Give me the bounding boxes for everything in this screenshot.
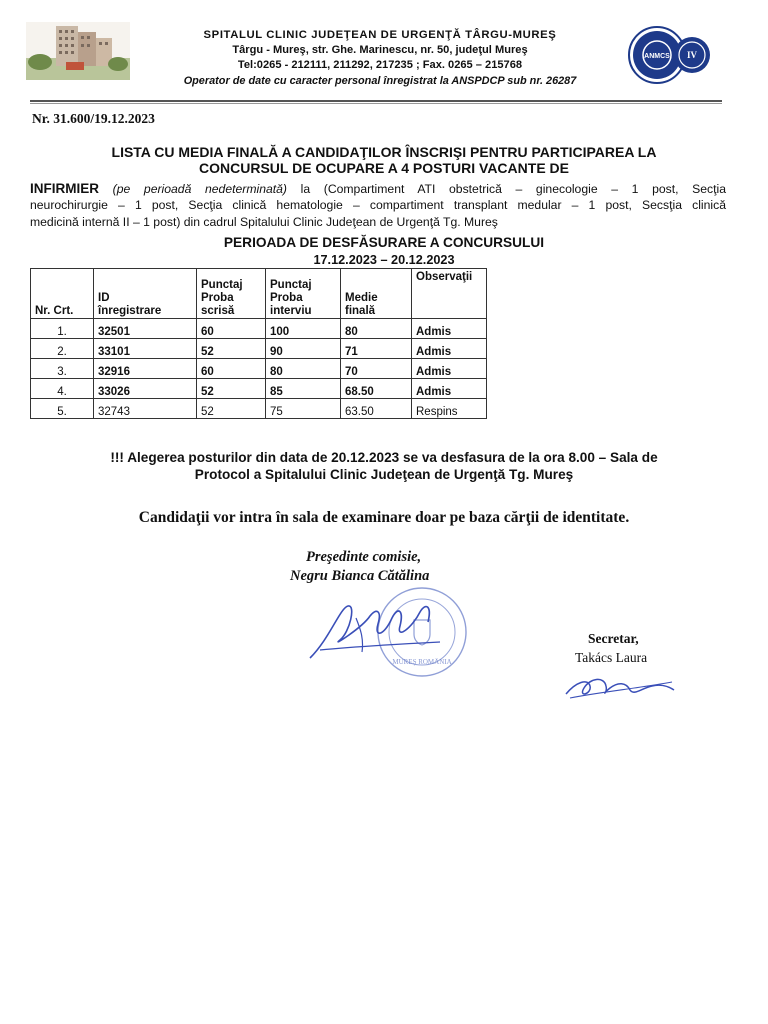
secretary-signature [560,668,680,704]
hospital-building-logo [26,22,130,80]
post-description-line-1 [30,180,726,198]
header-interview: Punctaj Proba interviu [266,269,341,319]
header-id: ID înregistrare [94,269,197,319]
header-nr: Nr. Crt. [31,269,94,319]
row-written: 60 [197,319,266,339]
row-id: 33026 [94,379,197,399]
data-operator-note: Operator de date cu caracter personal înregistrat la ANSPDCP sub nr. 26287 [183,75,577,87]
table-header-row [31,269,487,319]
row-id: 32743 [94,399,197,419]
results-table [30,268,487,419]
row-average: 70 [341,359,412,379]
post-description-line-2: neurochirurgie – 1 post, Secţia clinică hematologie – compartiment transplant medular – 1 post, Secsţia clinică [30,198,726,212]
header-notes: Observaţii [412,269,487,319]
row-interview: 85 [266,379,341,399]
accreditation-seal-logo [626,24,714,86]
svg-text:IV: IV [686,50,698,60]
identity-card-note: Candidaţii vor intra în sala de examinare doar pe baza cărţii de identitate. [138,509,630,526]
row-average: 80 [341,319,412,339]
post-period: (pe perioadă nedeterminată) [112,182,287,196]
header-divider [30,100,722,102]
period-title: PERIOADA DE DESFĂSURARE A CONCURSULUI [223,235,545,250]
row-written: 52 [197,339,266,359]
row-id: 33101 [94,339,197,359]
table-row [31,339,487,359]
row-nr: 2. [31,339,94,359]
table-row [31,359,487,379]
post-description-line-3: medicină internă II – 1 post) din cadrul Spitalului Clinic Judeţean de Urgenţă Tg. Mureş [30,215,498,229]
selection-notice-line-2: Protocol a Spitalului Clinic Judeţean de Urgenţă Tg. Mureş [194,467,574,482]
period-dates: 17.12.2023 – 20.12.2023 [313,253,455,267]
president-name: Negru Bianca Cătălina [290,568,430,584]
row-notes: Admis [412,339,487,359]
header-average: Medie finală [341,269,412,319]
reference-number: Nr. 31.600/19.12.2023 [32,111,155,126]
row-average: 68.50 [341,379,412,399]
selection-notice-line-1: !!! Alegerea posturilor din data de 20.12.2023 se va desfasura de la ora 8.00 – Sala de [110,450,658,465]
hospital-contact: Tel:0265 - 212111, 211292, 217235 ; Fax. 0265 – 215768 [237,59,523,71]
row-nr: 1. [31,319,94,339]
secretary-title: Secretar, [588,631,639,646]
president-signature [300,588,450,668]
secretary-name: Takács Laura [575,650,648,665]
row-average: 63.50 [341,399,412,419]
row-average: 71 [341,339,412,359]
table-row [31,399,487,419]
document-title-line-2: CONCURSUL DE OCUPARE A 4 POSTURI VACANTE DE [199,160,569,176]
row-interview: 80 [266,359,341,379]
table-row [31,379,487,399]
row-notes: Respins [412,399,487,419]
row-interview: 100 [266,319,341,339]
row-nr: 4. [31,379,94,399]
row-nr: 5. [31,399,94,419]
row-notes: Admis [412,319,487,339]
row-written: 52 [197,379,266,399]
header-written: Punctaj Proba scrisă [197,269,266,319]
post-details-1: la (Compartiment ATI obstetrică – ginecologie – 1 post, Secţia [286,182,727,196]
hospital-address: Târgu - Mureş, str. Ghe. Marinescu, nr. 50, judeţul Mureş [232,44,528,56]
row-nr: 3. [31,359,94,379]
row-written: 60 [197,359,266,379]
row-interview: 75 [266,399,341,419]
hospital-name: SPITALUL CLINIC JUDEŢEAN DE URGENŢĂ TÂRGU-MUREŞ [203,29,557,41]
svg-text:MUREŞ ROMÂNIA: MUREŞ ROMÂNIA [392,658,452,666]
row-interview: 90 [266,339,341,359]
svg-text:ANMCS: ANMCS [644,53,670,60]
document-title-line-1: LISTA CU MEDIA FINALĂ A CANDIDAŢILOR ÎNSCRIŞI PENTRU PARTICIPAREA LA [111,144,657,160]
row-notes: Admis [412,359,487,379]
row-id: 32501 [94,319,197,339]
row-written: 52 [197,399,266,419]
header-divider-thin [30,103,722,104]
table-row [31,319,487,339]
row-notes: Admis [412,379,487,399]
post-name: INFIRMIER [30,181,99,196]
president-title: Preşedinte comisie, [306,549,422,565]
row-id: 32916 [94,359,197,379]
